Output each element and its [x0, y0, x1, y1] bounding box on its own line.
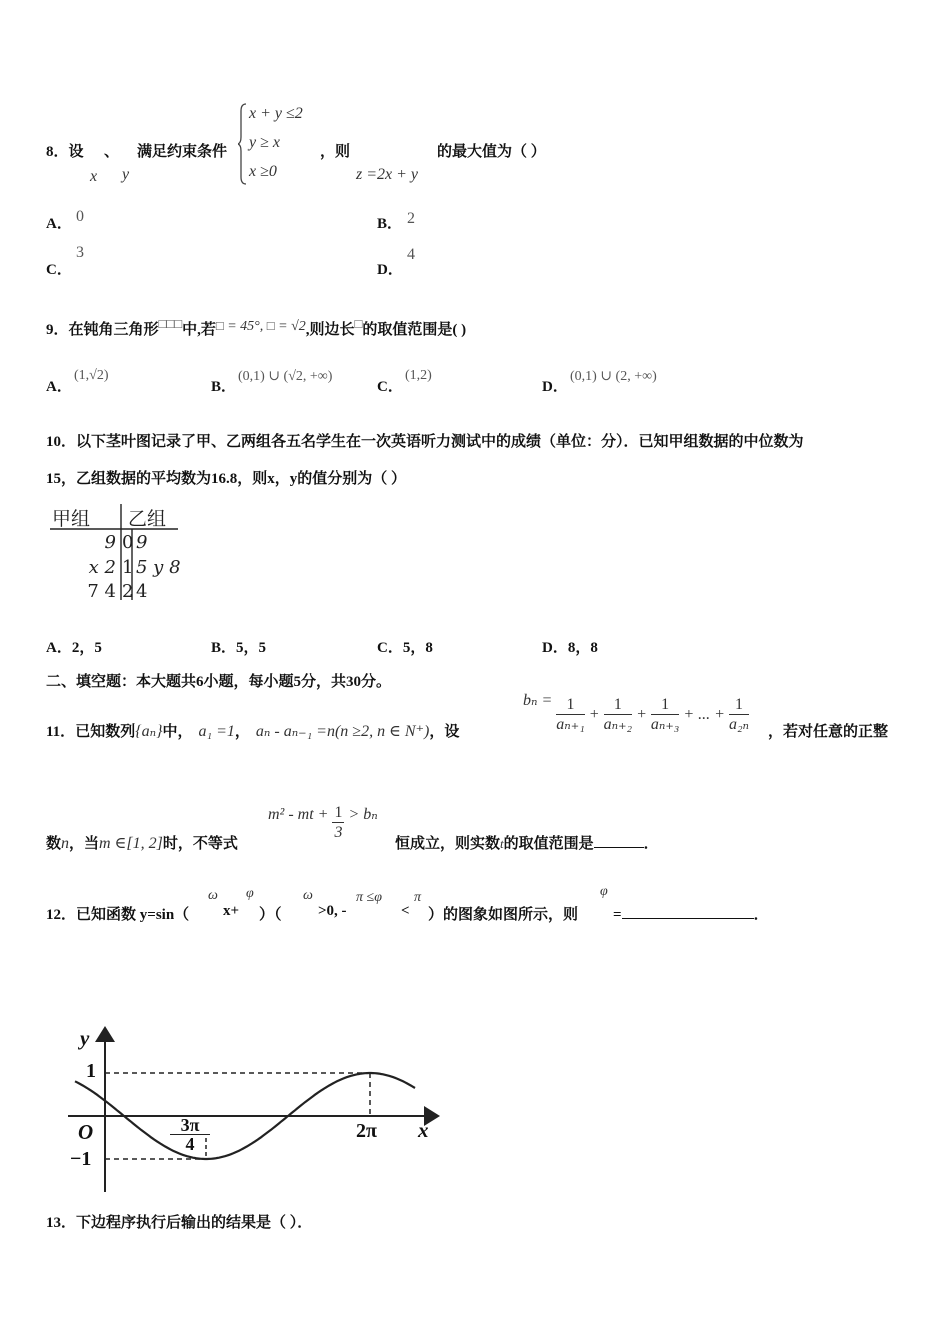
table-row-2-stem: 1 [122, 557, 134, 578]
q11-frac-2-den: aₙ₊₂ [603, 716, 633, 733]
q10-option-d-value: 8，8 [567, 640, 598, 656]
stem-leaf-table [48, 502, 183, 602]
q11-plus-2: + [636, 706, 647, 724]
graph-y-bottom-label: −1 [70, 1148, 92, 1170]
q12-answer-blank[interactable] [622, 904, 754, 919]
q11-l2-text-5: 的取值范围是 [503, 836, 594, 852]
graph-x-tick-3pi4-num: 3π [170, 1116, 210, 1135]
q11-l2-text-3: 时，不等式 [162, 836, 238, 852]
q11-frac-4 [729, 696, 749, 735]
q11-text-2: 中， [162, 724, 193, 740]
graph-y-label: y [80, 1026, 90, 1050]
q10-option-d [542, 636, 598, 657]
q11-line-2-end [395, 832, 659, 853]
q10-option-b-value: 5，5 [236, 640, 267, 656]
table-row-3-right: 4 [136, 581, 148, 602]
q12-text-5: < [401, 903, 410, 919]
q8-constraint-3: x ≥0 [249, 163, 277, 180]
q12-omega: ω [208, 888, 218, 903]
q11-ineq-frac-num: 1 [334, 804, 343, 821]
q12-text-2: x+ [223, 903, 240, 919]
q10-line-2: 15，乙组数据的平均数为16.8，则x，y的值分别为（ ） [46, 471, 407, 487]
table-head-right: 乙组 [128, 508, 167, 530]
table-row-1-stem: 0 [122, 532, 134, 553]
q11-text-3: ， [234, 724, 250, 740]
q10-option-b [211, 636, 266, 657]
q12-text-start [46, 903, 189, 924]
q11-frac-2 [604, 696, 633, 735]
q11-text-5: ，若对任意的正整 [768, 724, 889, 740]
q11-frac-2-num: 1 [604, 696, 633, 715]
q11-ineq-frac-den: 3 [334, 824, 343, 841]
table-row-3-stem: 2 [122, 581, 134, 602]
q11-inequality [268, 804, 378, 843]
q8-line [46, 140, 84, 161]
q9-missing-glyph-c: □ [354, 316, 363, 331]
q11-text-1: 已知数列 [75, 724, 136, 740]
q8-number: 8． [46, 144, 69, 160]
q12-text-4: >0, - [318, 903, 347, 919]
q8-brace [238, 103, 242, 183]
q12-text-7: = [613, 907, 622, 923]
q9-option-a-value: (1,√2) [74, 368, 109, 383]
q8-option-c-value: 3 [76, 244, 84, 261]
table-row-1-right: 9 [136, 532, 148, 553]
q10-number: 10． [46, 434, 77, 450]
q13-text: 下边程序执行后输出的结果是（ ）． [76, 1215, 313, 1231]
q12-text-8: ． [753, 907, 769, 923]
q9-option-d-value: (0,1) ∪ (2, +∞) [570, 369, 657, 384]
q11-frac-3-den: aₙ₊₃ [650, 716, 680, 733]
graph-origin-label: O [78, 1120, 94, 1144]
q11-frac-3-num: 1 [651, 696, 680, 715]
q9-text-4: 的取值范围是( ) [362, 322, 467, 338]
q11-a1: a₁ =1 [198, 723, 235, 740]
q10-option-a-label: A． [46, 640, 72, 656]
q12-phi-2: φ [600, 884, 608, 899]
q9-option-b-value: (0,1) ∪ (√2, +∞) [238, 369, 333, 384]
q11-ineq-left: m² - mt + [268, 806, 329, 824]
sine-graph [60, 1020, 450, 1195]
q11-l2-text-4: 恒成立，则实数 [395, 836, 501, 852]
q8-var-y: y [122, 166, 130, 183]
q12-text-1: 已知函数 y=sin（ [76, 907, 190, 923]
q8-option-b-label: B． [377, 216, 403, 232]
q9-option-b-label: B． [211, 379, 237, 395]
q12-condition: π ≤φ [356, 890, 382, 905]
q10-option-d-label: D． [542, 640, 568, 656]
q13-number: 13． [46, 1215, 77, 1231]
q9-condition-2: = √2 [274, 319, 306, 334]
q9-option-c-value: (1,2) [405, 368, 432, 383]
q11-frac-3 [651, 696, 680, 735]
q11-frac-1-den: aₙ₊₁ [556, 716, 585, 733]
q11-frac-1-num: 1 [556, 696, 585, 715]
q12-pi-2: π [414, 890, 422, 905]
section-heading: 二、填空题：本大题共6小题，每小题5分，共30分。 [46, 674, 392, 690]
table-row-2-left: x 2 [88, 557, 116, 578]
sine-graph-svg [60, 1020, 450, 1195]
q11-l2-text-6: ． [643, 836, 659, 852]
q9-text-1: 在钝角三角形 [68, 322, 159, 338]
q10-option-c-label: C． [377, 640, 403, 656]
q11-l2-m-range: m ∈[1, 2] [99, 835, 163, 852]
q11-l2-text-1: 数 [46, 836, 62, 852]
q11-l2-t-var: t [500, 836, 504, 851]
q11-ineq-right: > bₙ [348, 806, 378, 824]
q11-l2-n: n [61, 835, 70, 852]
graph-x-tick-3pi4-den: 4 [185, 1134, 195, 1154]
q9-missing-glyph-b: □ [266, 318, 275, 333]
q12-text-3: ）（ [259, 907, 282, 923]
table-row-1-left: 9 [104, 532, 116, 553]
q9-condition-1: = 45°, [223, 319, 267, 334]
q11-plus-1: + [588, 706, 600, 724]
q11-bn: bₙ = [523, 692, 553, 710]
q8-option-a-label: A． [46, 216, 72, 232]
table-head-left: 甲组 [52, 508, 91, 530]
q9-text-3: ,则边长 [305, 322, 355, 338]
graph-x-tick-2pi: 2π [356, 1120, 377, 1142]
q9-option-d-label: D． [542, 379, 568, 395]
q9-number: 9． [46, 322, 69, 338]
q8-text-2: 、 [104, 144, 120, 160]
q11-dots: + ... + [683, 706, 725, 724]
q11-line-1-start [46, 720, 459, 741]
graph-y-top-label: 1 [86, 1060, 96, 1082]
q13-line [46, 1211, 312, 1232]
q11-bn-formula [523, 692, 750, 735]
q10-option-a-value: 2，5 [71, 640, 102, 656]
q12-phi: φ [246, 886, 254, 901]
q9-missing-glyph-a: □ [215, 318, 224, 333]
q10-option-b-label: B． [211, 640, 237, 656]
q8-option-d-label: D． [377, 262, 403, 278]
q8-text-3: 满足约束条件 [137, 144, 228, 160]
brace-icon [238, 103, 248, 185]
q8-option-a-value: 0 [76, 208, 84, 225]
q12-omega-2: ω [303, 888, 313, 903]
q8-option-b-value: 2 [407, 210, 415, 227]
q8-objective: z =2x + y [356, 166, 419, 183]
q8-text-1: 设 [68, 144, 84, 160]
q8-text-4: ，则 [320, 144, 351, 160]
q11-frac-1 [556, 696, 585, 735]
q9-line [46, 318, 466, 339]
graph-x-tick-3pi4 [170, 1116, 210, 1153]
q11-number: 11． [46, 724, 76, 740]
graph-x-label: x [418, 1118, 429, 1142]
q8-text-5: 的最大值为（ ） [437, 144, 546, 160]
table-row-2-right: 5 y 8 [136, 557, 181, 578]
table-row-3-left: 7 4 [87, 581, 116, 602]
q9-missing-glyphs: □□□ [158, 316, 183, 331]
q11-l2-text-2: ，当 [69, 836, 100, 852]
q8-option-c-label: C． [46, 262, 72, 278]
q9-text-2: 中,若 [182, 322, 216, 338]
q9-option-a-label: A． [46, 379, 72, 395]
q11-text-4: ，设 [429, 724, 460, 740]
q11-frac-4-num: 1 [729, 696, 749, 715]
q12-answer [613, 903, 769, 924]
q10-line-1 [46, 430, 804, 451]
q8-constraint-2: y ≥ x [249, 134, 280, 151]
q11-sequence: {aₙ} [135, 723, 163, 740]
q11-line-2 [46, 832, 238, 853]
q11-answer-blank[interactable] [594, 833, 644, 848]
q12-number: 12． [46, 907, 77, 923]
q9-option-c-label: C． [377, 379, 403, 395]
q10-option-c [377, 636, 433, 657]
q10-option-c-value: 5，8 [402, 640, 433, 656]
q8-constraint-1: x + y ≤2 [249, 105, 303, 122]
q10-option-a [46, 636, 102, 657]
q8-var-x: x [90, 168, 98, 185]
q11-recurrence: aₙ - aₙ₋₁ =n(n ≥2, n ∈ N⁺) [255, 723, 430, 740]
q11-frac-4-den: a₂ₙ [728, 716, 750, 733]
q11-ineq-frac [332, 804, 344, 843]
q10-text-1: 以下茎叶图记录了甲、乙两组各五名学生在一次英语听力测试中的成绩（单位：分）．已知甲组数据的中位数为 [76, 434, 804, 450]
q12-text-6: ）的图象如图所示，则 [428, 907, 579, 923]
q8-option-d-value: 4 [407, 246, 415, 263]
